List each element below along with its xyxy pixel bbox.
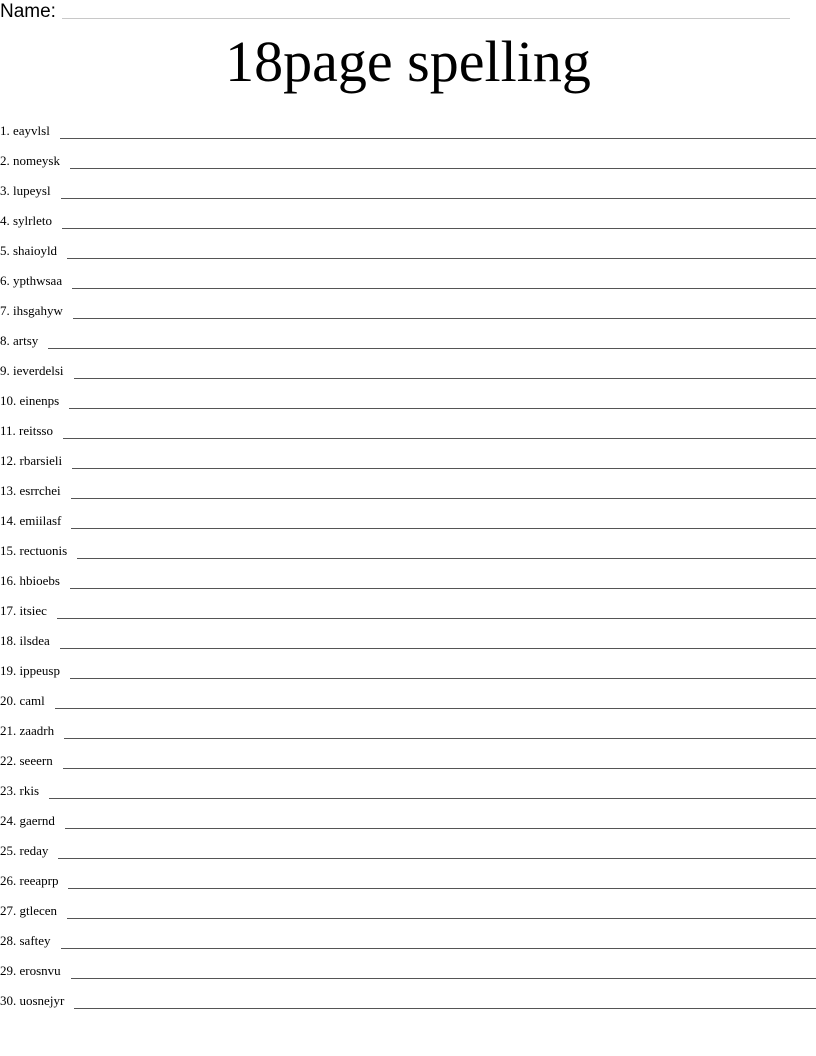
answer-line[interactable] xyxy=(71,498,816,499)
answer-line[interactable] xyxy=(64,738,816,739)
scrambled-word-label: 4. sylrleto xyxy=(0,213,52,228)
scrambled-word-label: 9. ieverdelsi xyxy=(0,363,64,378)
answer-line[interactable] xyxy=(68,888,816,889)
scrambled-word-label: 11. reitsso xyxy=(0,423,53,438)
answer-line[interactable] xyxy=(62,228,816,229)
answer-line[interactable] xyxy=(69,408,816,409)
scrambled-word-label: 15. rectuonis xyxy=(0,543,68,558)
answer-line[interactable] xyxy=(71,978,816,979)
answer-line[interactable] xyxy=(67,258,816,259)
scrambled-word-label: 21. zaadrh xyxy=(0,723,55,738)
answer-line[interactable] xyxy=(57,618,816,619)
spelling-item xyxy=(0,201,816,231)
answer-line[interactable] xyxy=(65,828,816,829)
spelling-item xyxy=(0,951,816,981)
scrambled-word-label: 18. ilsdea xyxy=(0,633,50,648)
answer-line[interactable] xyxy=(70,588,816,589)
spelling-item xyxy=(0,381,816,411)
spelling-item xyxy=(0,711,816,741)
answer-line[interactable] xyxy=(58,858,816,859)
spelling-item xyxy=(0,591,816,621)
name-field-line[interactable] xyxy=(62,17,790,19)
answer-line[interactable] xyxy=(72,468,816,469)
scrambled-word-label: 24. gaernd xyxy=(0,813,55,828)
scrambled-word-label: 12. rbarsieli xyxy=(0,453,63,468)
scrambled-word-label: 30. uosnejyr xyxy=(0,993,65,1008)
spelling-item xyxy=(0,501,816,531)
answer-line[interactable] xyxy=(63,438,816,439)
spelling-item xyxy=(0,981,816,1011)
spelling-item xyxy=(0,561,816,591)
scrambled-word-label: 3. lupeysl xyxy=(0,183,51,198)
scrambled-word-label: 25. reday xyxy=(0,843,49,858)
answer-line[interactable] xyxy=(49,798,816,799)
scrambled-word-label: 2. nomeysk xyxy=(0,153,60,168)
answer-line[interactable] xyxy=(63,768,816,769)
spelling-item xyxy=(0,471,816,501)
spelling-item xyxy=(0,621,816,651)
spelling-item xyxy=(0,831,816,861)
name-label: Name: xyxy=(0,1,56,22)
scrambled-word-label: 19. ippeusp xyxy=(0,663,60,678)
spelling-item xyxy=(0,771,816,801)
answer-line[interactable] xyxy=(67,918,816,919)
spelling-item xyxy=(0,351,816,381)
scrambled-word-label: 14. emiilasf xyxy=(0,513,62,528)
scrambled-word-label: 20. caml xyxy=(0,693,45,708)
spelling-item xyxy=(0,291,816,321)
answer-line[interactable] xyxy=(70,678,816,679)
scrambled-word-label: 29. erosnvu xyxy=(0,963,61,978)
spelling-item xyxy=(0,261,816,291)
spelling-item xyxy=(0,231,816,261)
answer-line[interactable] xyxy=(77,558,816,559)
scrambled-word-label: 22. seeern xyxy=(0,753,53,768)
scrambled-word-label: 26. reeaprp xyxy=(0,873,59,888)
spelling-item xyxy=(0,321,816,351)
spelling-word-list xyxy=(0,111,816,1011)
scrambled-word-label: 13. esrrchei xyxy=(0,483,61,498)
answer-line[interactable] xyxy=(60,648,816,649)
spelling-item xyxy=(0,801,816,831)
spelling-item xyxy=(0,171,816,201)
answer-line[interactable] xyxy=(72,288,816,289)
spelling-item xyxy=(0,861,816,891)
spelling-item xyxy=(0,651,816,681)
spelling-item xyxy=(0,111,816,141)
scrambled-word-label: 1. eayvlsl xyxy=(0,123,50,138)
answer-line[interactable] xyxy=(71,528,816,529)
scrambled-word-label: 28. saftey xyxy=(0,933,51,948)
answer-line[interactable] xyxy=(61,948,816,949)
scrambled-word-label: 23. rkis xyxy=(0,783,39,798)
answer-line[interactable] xyxy=(73,318,816,319)
spelling-item xyxy=(0,441,816,471)
spelling-item xyxy=(0,741,816,771)
scrambled-word-label: 5. shaioyld xyxy=(0,243,58,258)
answer-line[interactable] xyxy=(74,378,816,379)
spelling-item xyxy=(0,681,816,711)
scrambled-word-label: 7. ihsgahyw xyxy=(0,303,63,318)
answer-line[interactable] xyxy=(55,708,816,709)
spelling-item xyxy=(0,411,816,441)
spelling-item xyxy=(0,921,816,951)
scrambled-word-label: 6. ypthwsaa xyxy=(0,273,63,288)
scrambled-word-label: 17. itsiec xyxy=(0,603,47,618)
page-title: 18page spelling xyxy=(225,29,591,94)
scrambled-word-label: 16. hbioebs xyxy=(0,573,60,588)
scrambled-word-label: 10. einenps xyxy=(0,393,60,408)
answer-line[interactable] xyxy=(74,1008,816,1009)
name-row xyxy=(0,0,790,24)
scrambled-word-label: 8. artsy xyxy=(0,333,39,348)
spelling-item xyxy=(0,531,816,561)
answer-line[interactable] xyxy=(70,168,816,169)
scrambled-word-label: 27. gtlecen xyxy=(0,903,58,918)
spelling-item xyxy=(0,891,816,921)
spelling-item xyxy=(0,141,816,171)
answer-line[interactable] xyxy=(60,138,816,139)
answer-line[interactable] xyxy=(61,198,816,199)
answer-line[interactable] xyxy=(48,348,816,349)
